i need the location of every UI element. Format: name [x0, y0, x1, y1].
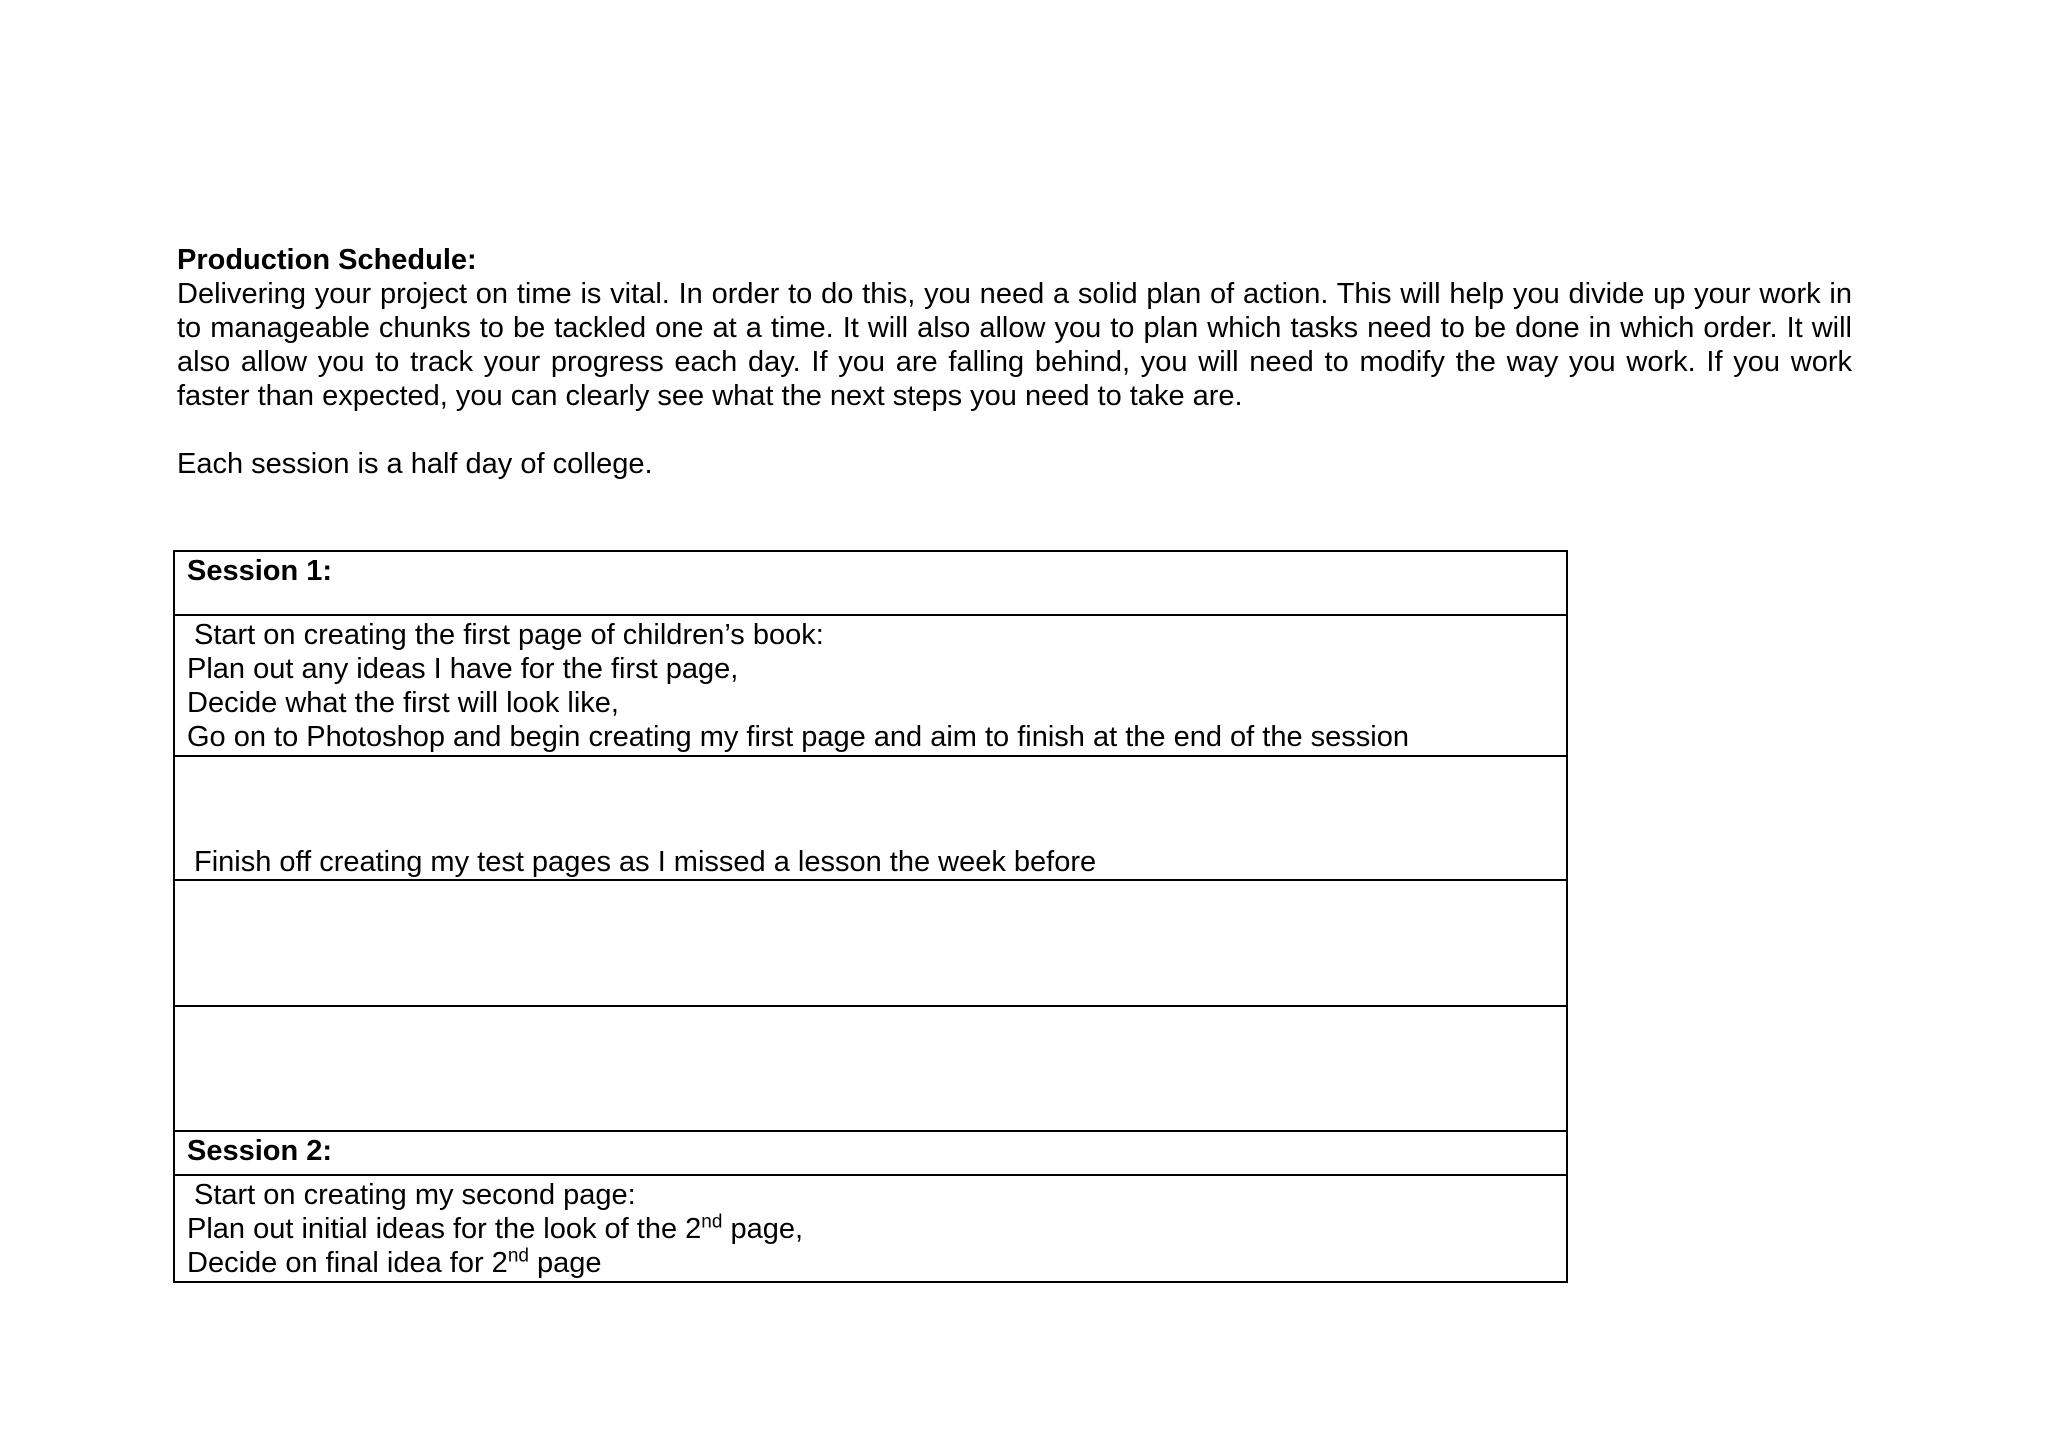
ordinal-suffix: nd [701, 1211, 723, 1233]
intro-line: also allow you to track your progress each day. If you are falling behind, you will need to modify the way you work. If you work [177, 346, 1852, 378]
table-row [174, 880, 1567, 1006]
task-text: Decide on final idea for 2 [187, 1247, 508, 1279]
task-line: Finish off creating my test pages as I missed a lesson the week before [194, 846, 1097, 878]
session-1-tasks [174, 615, 1567, 756]
intro-line: faster than expected, you can clearly see what the next steps you need to take are. [177, 380, 1243, 412]
session-2-heading: Session 2: [174, 1131, 1567, 1175]
ordinal-suffix: nd [507, 1245, 529, 1267]
empty-cell [174, 1006, 1567, 1131]
task-line: Decide what the first will look like, [187, 687, 619, 719]
task-line: Start on creating the first page of children’s book: [194, 619, 824, 651]
document [177, 243, 1877, 481]
intro-line: Delivering your project on time is vital. In order to do this, you need a solid plan of action. This will help you divide up your work in [177, 278, 1852, 310]
session-1-heading: Session 1: [174, 551, 1567, 615]
task-line [187, 1246, 1554, 1280]
table-row [174, 551, 1567, 615]
task-line: Go on to Photoshop and begin creating my first page and aim to finish at the end of the session [187, 721, 1409, 753]
task-line: Start on creating my second page: [194, 1179, 636, 1211]
task-text: page, [722, 1213, 804, 1245]
empty-cell [174, 880, 1567, 1006]
schedule-table [173, 550, 1568, 1283]
page-title: Production Schedule: [177, 244, 477, 276]
table-row [174, 615, 1567, 756]
test-pages-task [174, 756, 1567, 880]
task-line: Plan out any ideas I have for the first page, [187, 653, 739, 685]
task-text: Plan out initial ideas for the look of the 2 [187, 1213, 702, 1245]
table-row [174, 1006, 1567, 1131]
table-row [174, 1175, 1567, 1282]
task-text: page [528, 1247, 602, 1279]
session-note: Each session is a half day of college. [177, 448, 653, 480]
intro-line: to manageable chunks to be tackled one at a time. It will also allow you to plan which tasks need to be done in which order. It will [177, 312, 1852, 344]
table-row [174, 1131, 1567, 1175]
session-2-tasks [174, 1175, 1567, 1282]
task-line [187, 1212, 1554, 1246]
table-row [174, 756, 1567, 880]
